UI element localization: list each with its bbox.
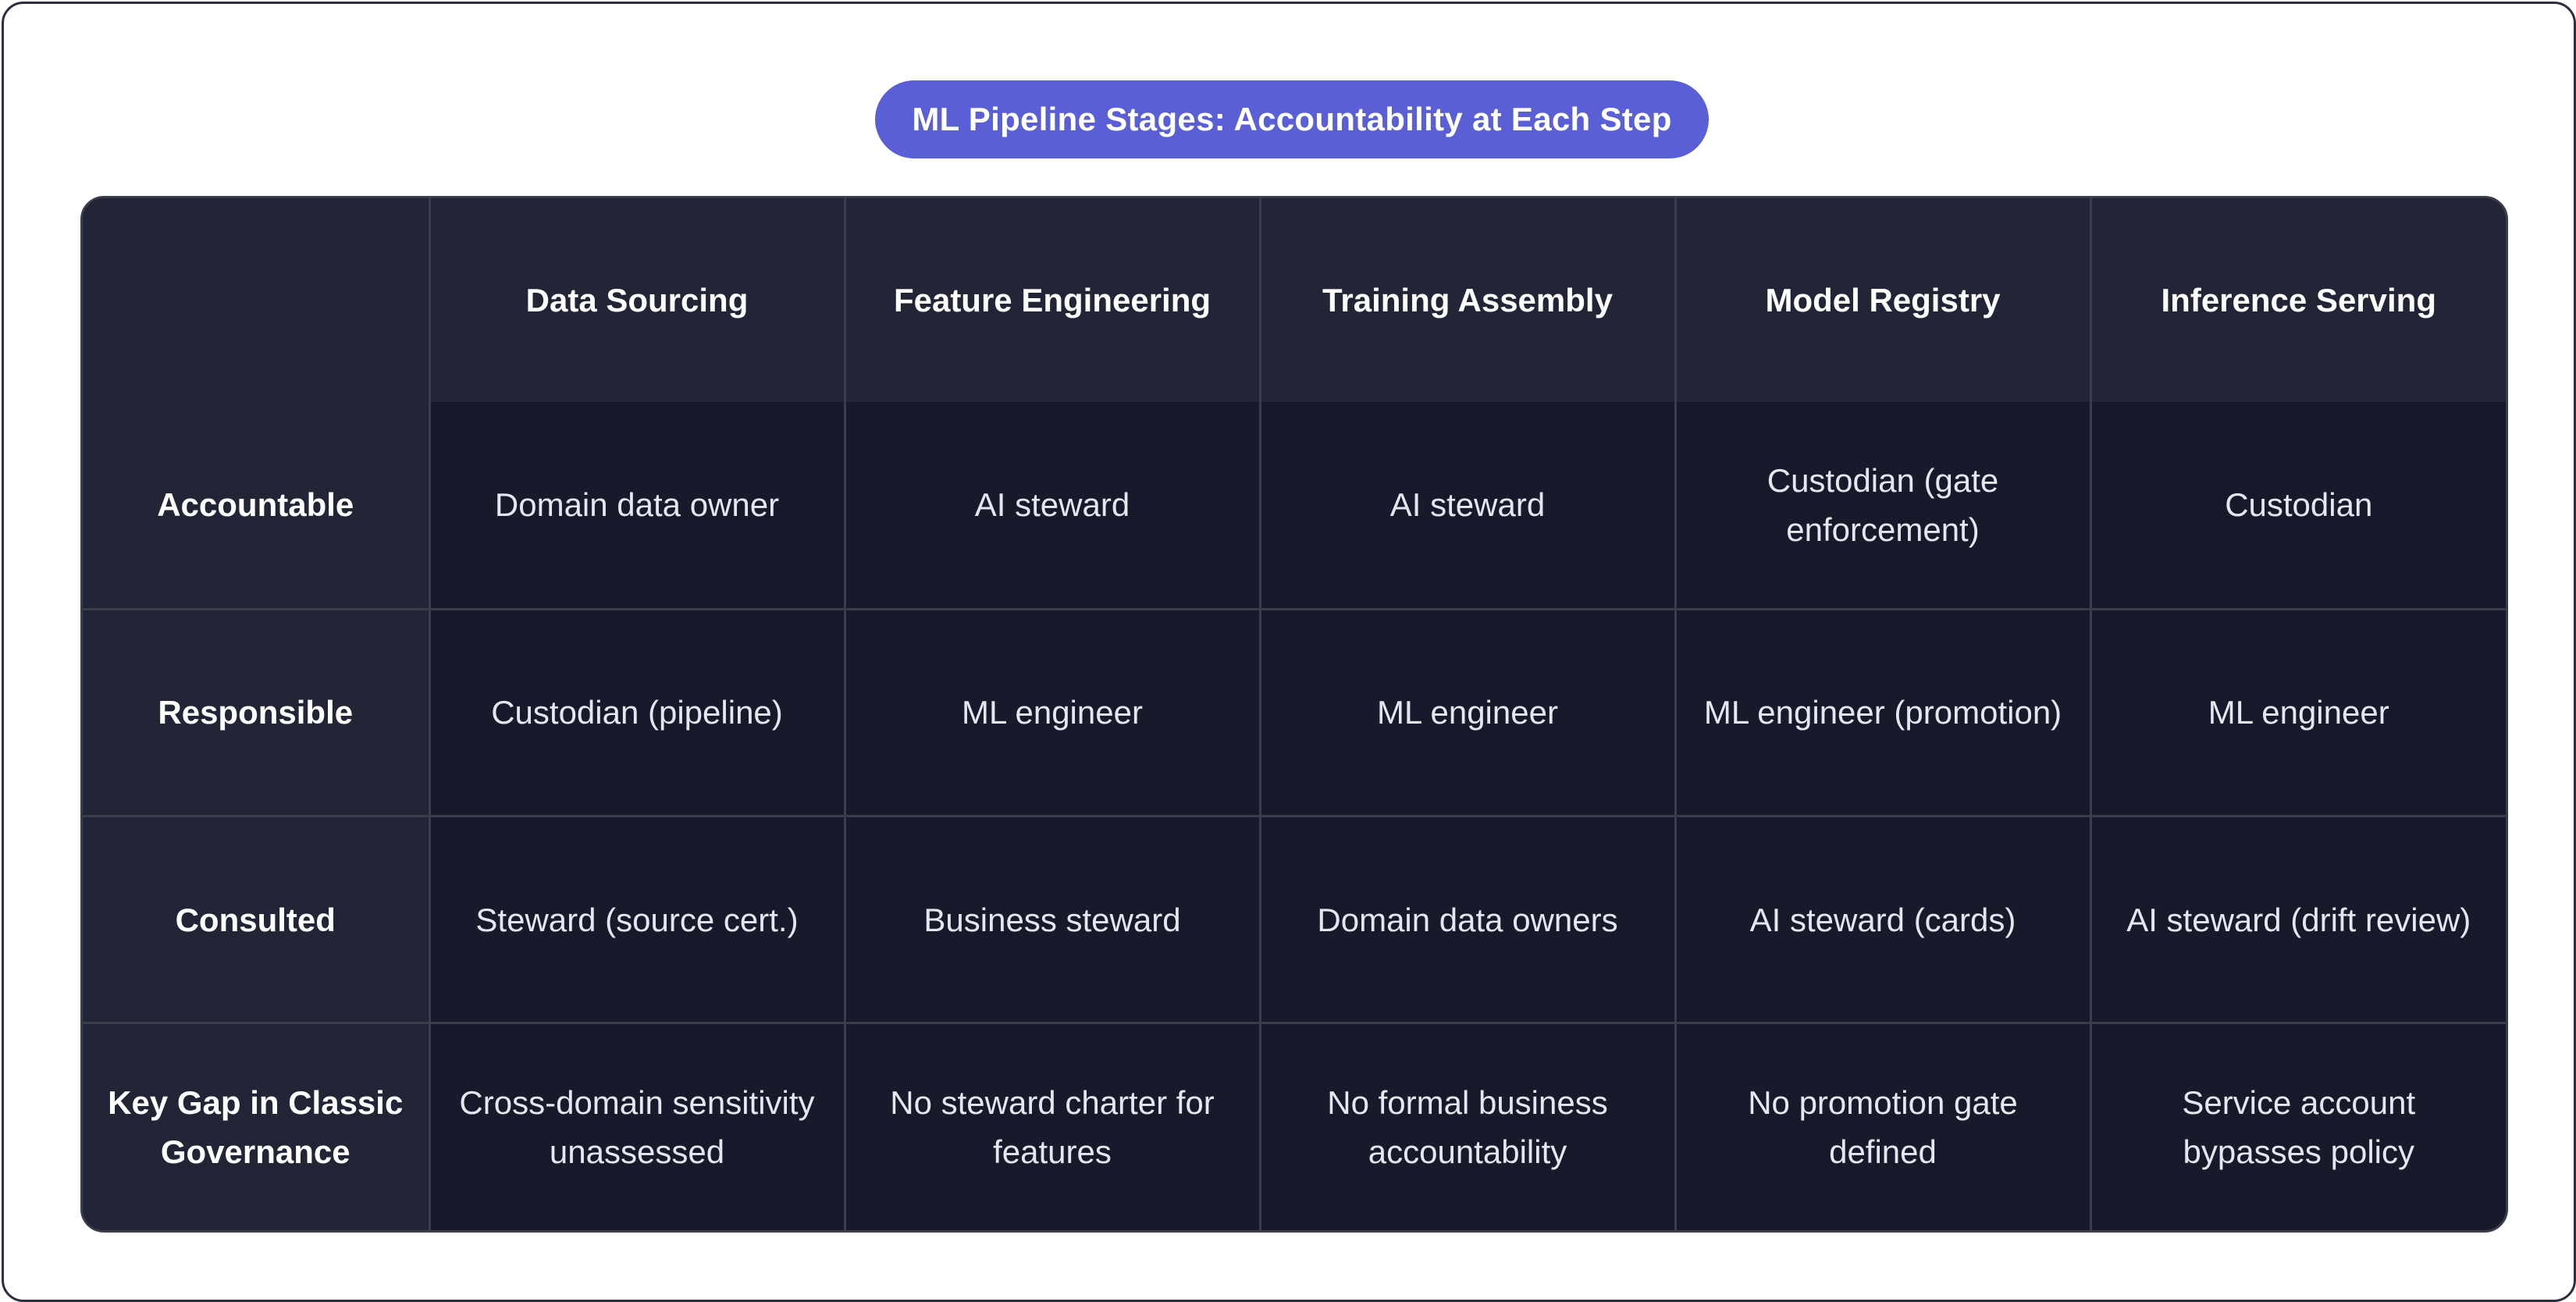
table-cell: ML engineer (promotion) <box>1675 609 2090 816</box>
column-header: Model Registry <box>1675 198 2090 402</box>
table-cell: ML engineer <box>845 609 1260 816</box>
table-cell: Steward (source cert.) <box>429 816 845 1023</box>
table-cell: ML engineer <box>1260 609 1675 816</box>
table-cell: AI steward <box>845 402 1260 609</box>
table-cell: Business steward <box>845 816 1260 1023</box>
diagram-title: ML Pipeline Stages: Accountability at Each Step <box>875 80 1709 158</box>
table-cell: ML engineer <box>2090 609 2506 816</box>
column-header: Data Sourcing <box>429 198 845 402</box>
table-cell: Custodian (pipeline) <box>429 609 845 816</box>
table-cell: Domain data owner <box>429 402 845 609</box>
corner-cell <box>83 198 429 402</box>
diagram-frame <box>2 2 2576 1302</box>
table-row <box>83 402 2506 609</box>
table-cell: AI steward (cards) <box>1675 816 2090 1023</box>
row-label: Responsible <box>83 609 429 816</box>
table-cell: Service account bypasses policy <box>2090 1023 2506 1230</box>
table-row <box>83 609 2506 816</box>
table-cell: No steward charter for features <box>845 1023 1260 1230</box>
table-cell: Cross-domain sensitivity unassessed <box>429 1023 845 1230</box>
table-cell: Custodian (gate enforcement) <box>1675 402 2090 609</box>
table-cell: Custodian <box>2090 402 2506 609</box>
table-cell: No formal business accountability <box>1260 1023 1675 1230</box>
matrix-table <box>83 198 2506 1230</box>
table-cell: AI steward <box>1260 402 1675 609</box>
table-cell: AI steward (drift review) <box>2090 816 2506 1023</box>
header-row <box>83 198 2506 402</box>
table-cell: Domain data owners <box>1260 816 1675 1023</box>
column-header: Training Assembly <box>1260 198 1675 402</box>
table-cell: No promotion gate defined <box>1675 1023 2090 1230</box>
row-label: Consulted <box>83 816 429 1023</box>
column-header: Inference Serving <box>2090 198 2506 402</box>
accountability-matrix <box>80 196 2508 1233</box>
row-label: Accountable <box>83 402 429 609</box>
row-label: Key Gap in Classic Governance <box>83 1023 429 1230</box>
table-row <box>83 1023 2506 1230</box>
table-row <box>83 816 2506 1023</box>
column-header: Feature Engineering <box>845 198 1260 402</box>
